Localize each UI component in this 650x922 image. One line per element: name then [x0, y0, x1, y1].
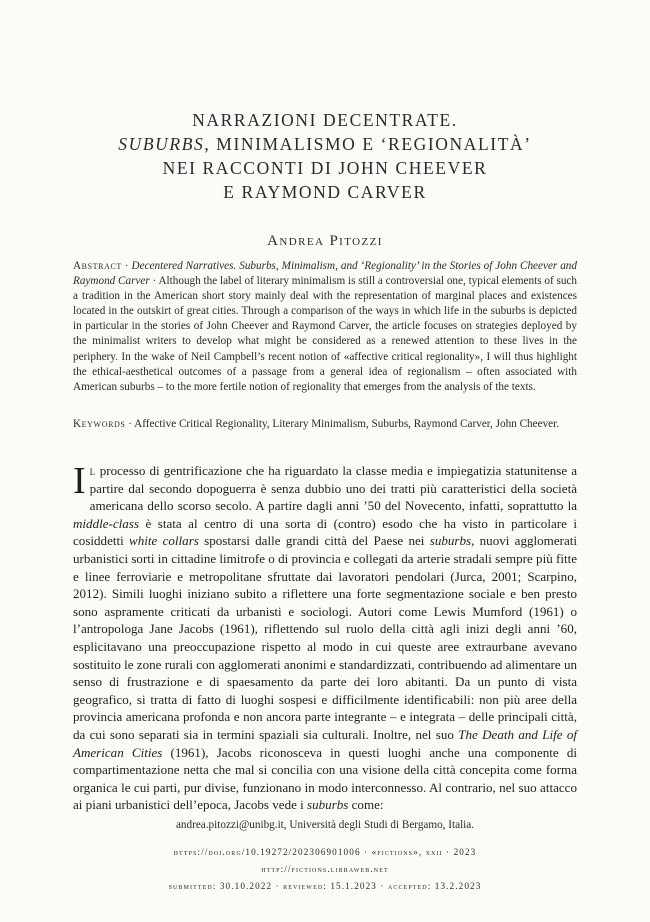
title-line-2 — [40, 132, 610, 156]
lead-small-caps: l — [89, 463, 96, 478]
title-line-2-rest: , MINIMALISMO E ‘REGIONALITÀ’ — [204, 134, 532, 154]
body-italic-3: suburbs — [429, 533, 472, 549]
author-email-affiliation: andrea.pitozzi@unibg.it, Università degli Studi di Bergamo, Italia. — [175, 819, 475, 831]
body-text-6: come: — [348, 797, 384, 813]
title-line-3: NEI RACCONTI DI JOHN CHEEVER — [162, 158, 488, 178]
body-text-1: processo di gentrificazione che ha riguardato la classe media e impiegatizia statunitense a partire dal secondo dopoguerra è senza dubbio uno dei tratti più caratteristici della società americana dello scorso secolo. A partire dagli anni ’50 del Novecento, infatti, soprattutto la — [89, 463, 577, 514]
keywords — [73, 417, 577, 432]
body-text-2: è stata al centro di una sorta di (contro) esodo che ha visto in particolare i cosiddetti — [73, 515, 577, 549]
keywords-text: · Affective Critical Regionality, Literary Minimalism, Suburbs, Raymond Carver, John Cheever. — [125, 418, 560, 430]
submission-dates: submitted: 30.10.2022 · reviewed: 15.1.2023 · accepted: 13.2.2023 — [168, 881, 482, 891]
body-italic-4: The Death and Life of American Cities — [73, 726, 577, 760]
abstract — [73, 259, 577, 395]
doi-line: https://doi.org/10.19272/202306901006 · «fictions», xxii · 2023 — [173, 847, 477, 857]
title-line-4: E RAYMOND CARVER — [223, 182, 427, 202]
title-line-1: NARRAZIONI DECENTRATE. — [192, 110, 458, 130]
article-title — [40, 108, 610, 204]
author-name: Andrea Pitozzi — [267, 233, 383, 249]
body-text-5: (1961), Jacobs riconosceva in questi luoghi anche una componente di compartimentazione netta che mal si concilia con una visione della città concepita come forma organica le cui parti, pur divise, funzionano in modo interconnesso. Al contrario, nel suo attacco ai piani urbanistici dell’epoca, Jacobs vede i — [73, 744, 577, 813]
drop-cap: I — [73, 460, 86, 502]
journal-url: http://fictions.libraweb.net — [261, 864, 389, 874]
abstract-separator: · — [121, 260, 132, 272]
body-italic-2: white collars — [129, 533, 199, 549]
body-text-4: , nuovi agglomerati urbanistici sorti in cittadine limitrofe o di provincia e collegati da arterie stradali sempre più fitte e linee ferroviarie e metropolitane sfruttate dai lavoratori pendolari (Jurca, 2001; Scarpino, 2012). Simili luoghi iniziano subito a riflettere una forte segmentazione sociale e ben presto sono aspramente criticati da urbanisti e sociologi. Autori come Lewis Mumford (1961) o l’antropologa Jane Jacobs (1961), riflettendo sul ruolo della città agli inizi degli anni ’60, esplicitavano una preoccupazione rispetto al modo in cui queste aree extraurbane avevano sostituito le zone rurali con agglomerati anonimi e standardizzati, contribuendo ad alimentare un senso di frustrazione e di spaesamento da parte dei loro abitanti. Da un punto di vista geografico, si tratta di fatto di luoghi sospesi e difficilmente identificabili: non più aree della provincia americana profonda e non ancora parte integrante – e integrata – delle principali città, da cui sono separati sia in termini spaziali sia culturali. Inoltre, nel suo — [73, 533, 577, 742]
keywords-label: Keywords — [73, 418, 126, 430]
body-italic-1: middle-class — [73, 515, 139, 531]
title-italic-word: SUBURBS — [118, 134, 205, 154]
body-paragraph — [73, 462, 577, 814]
abstract-english-title: Decentered Narratives. Suburbs, Minimalism, and ‘Regionality’ in the Stories of John Cheever and Raymond Carver — [73, 260, 577, 288]
body-text-3: spostarsi dalle grandi città del Paese nei — [198, 533, 430, 549]
body-italic-5: suburbs — [307, 797, 349, 813]
abstract-text: · Although the label of literary minimalism is still a controversial one, typical elements of such a tradition in the American short story mainly deal with the representation of marginal places and existences located in the outskirt of great cities. Through a comparison of the ways in which life in the suburbs is depicted in particular in the stories of John Cheever and Raymond Carver, the article focuses on strategies deployed by the minimalist writers to develop what might be considered as a renewed attention to these lives in the periphery. In the wake of Neil Campbell’s recent notion of «affective critical regionality», I will thus highlight the ethical-aesthetical outcomes of a passage from a general idea of regionalism – often associated with American suburbs – to the more fertile notion of regionality that emerges from the analysis of the texts. — [73, 275, 577, 393]
abstract-label: Abstract — [73, 260, 122, 272]
